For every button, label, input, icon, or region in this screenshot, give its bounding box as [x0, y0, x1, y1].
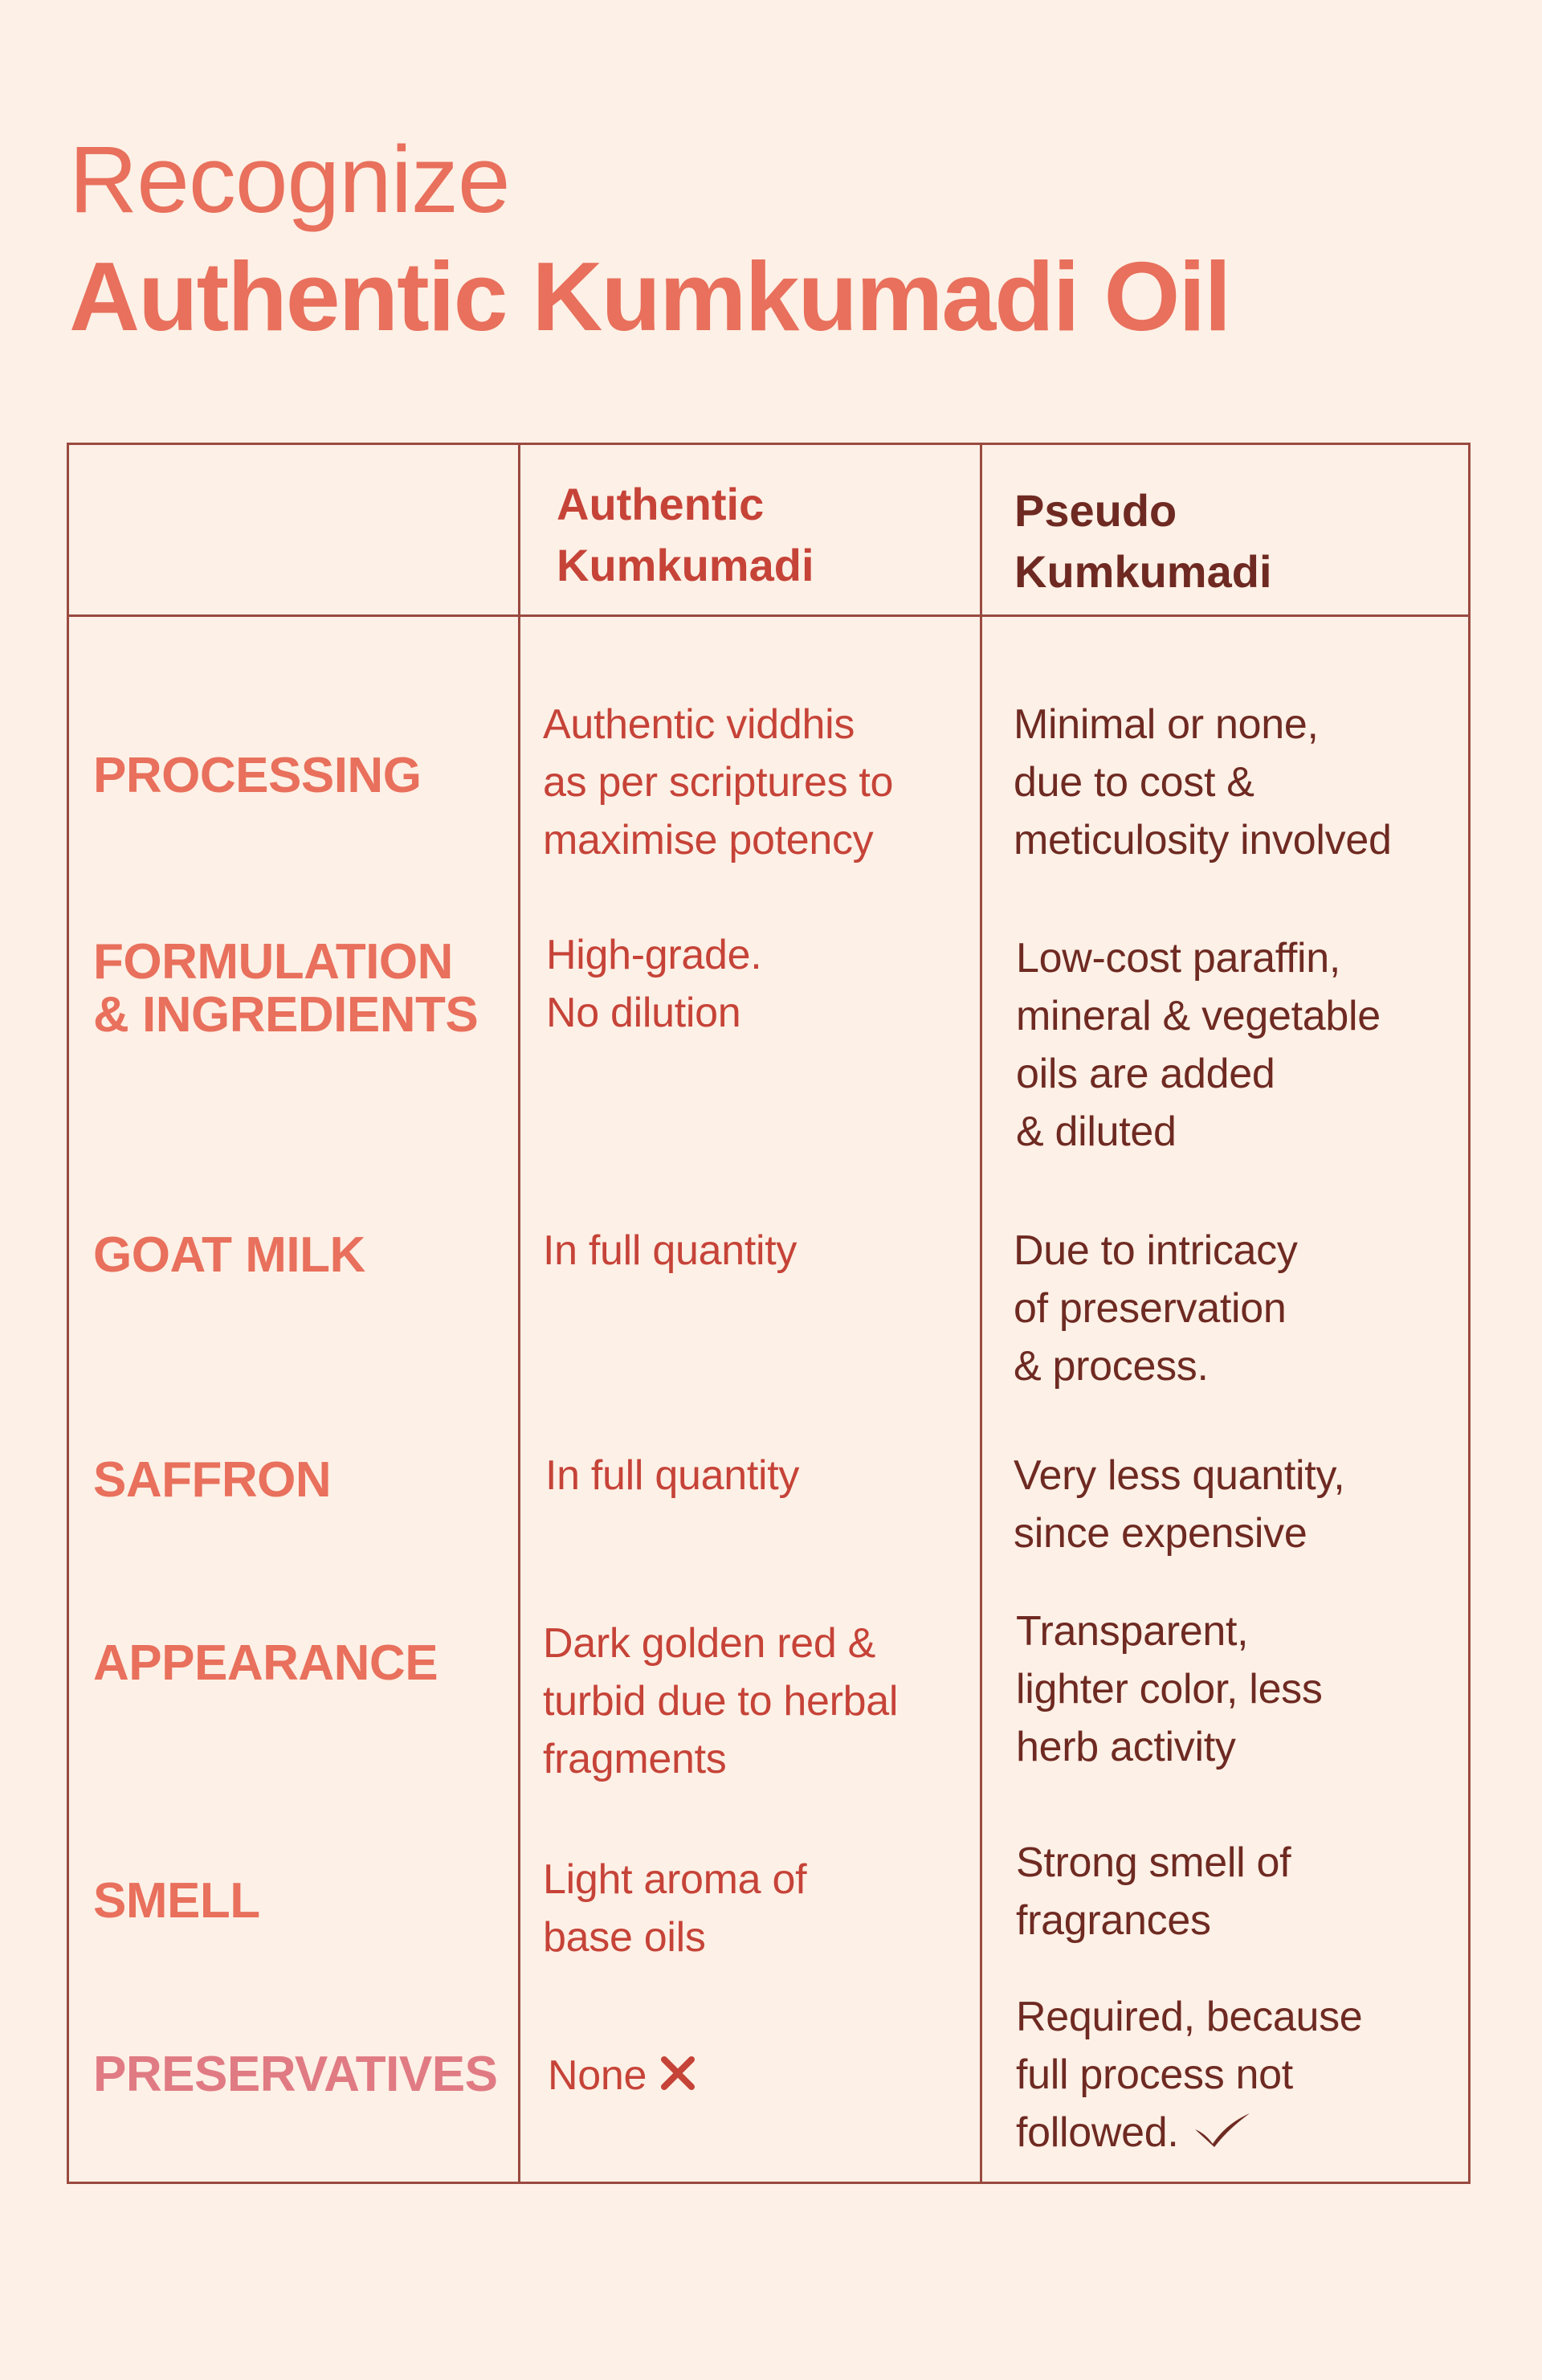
label-text: SAFFRON [93, 1452, 332, 1508]
row-label-preservatives [93, 2048, 497, 2101]
column-header-pseudo [1014, 480, 1272, 602]
cell-text: mineral & vegetable [1016, 993, 1381, 1039]
cell-authentic-smell [543, 1851, 806, 1966]
cell-text: Strong smell of [1016, 1839, 1291, 1886]
header-divider [67, 614, 1471, 617]
label-text: APPEARANCE [93, 1635, 439, 1691]
cell-text: maximise potency [543, 817, 874, 863]
cell-authentic-processing [543, 696, 893, 869]
cell-text: as per scriptures to [543, 759, 894, 806]
header-text: Pseudo [1014, 485, 1177, 536]
cell-authentic-goat-milk [543, 1222, 797, 1280]
label-text: GOAT MILK [93, 1227, 365, 1283]
row-label-appearance [93, 1637, 438, 1690]
label-text: SMELL [93, 1873, 260, 1929]
row-label-saffron [93, 1454, 331, 1507]
column-divider-2 [980, 443, 982, 2184]
label-text: PRESERVATIVES [93, 2047, 498, 2102]
cell-text: Very less quantity, [1014, 1452, 1345, 1499]
header-text: Kumkumadi [557, 540, 814, 590]
cell-text: Light aroma of [543, 1856, 807, 1903]
cell-text: oils are added [1016, 1051, 1275, 1097]
column-divider-1 [518, 443, 520, 2184]
row-label-processing [93, 749, 421, 802]
cell-text: turbid due to herbal [543, 1678, 899, 1725]
cell-text: since expensive [1014, 1510, 1307, 1557]
cell-pseudo-preservatives [1016, 1988, 1362, 2164]
cell-text: & process. [1014, 1343, 1209, 1390]
row-label-formulation [93, 936, 478, 1042]
cell-text: None [548, 2052, 647, 2099]
cell-text: Transparent, [1016, 1608, 1249, 1655]
label-text: FORMULATION [93, 934, 453, 990]
cell-authentic-appearance [543, 1615, 898, 1788]
row-label-smell [93, 1875, 260, 1928]
cell-text: followed. [1016, 2109, 1179, 2156]
label-text: PROCESSING [93, 748, 422, 803]
cell-text: Low-cost paraffin, [1016, 935, 1341, 982]
cell-text: base oils [543, 1914, 706, 1961]
cell-text: lighter color, less [1016, 1666, 1323, 1713]
cell-text: herb activity [1016, 1724, 1236, 1770]
cell-pseudo-goat-milk [1014, 1222, 1298, 1395]
cell-text: In full quantity [545, 1452, 800, 1499]
cell-text: In full quantity [543, 1227, 798, 1274]
cell-pseudo-smell [1016, 1834, 1291, 1949]
cross-icon [659, 2049, 696, 2107]
cell-text: No dilution [546, 990, 741, 1036]
header-text: Authentic [557, 479, 765, 529]
cell-pseudo-saffron [1014, 1447, 1344, 1562]
cell-text: due to cost & [1014, 759, 1254, 806]
cell-pseudo-formulation [1016, 929, 1381, 1161]
cell-line [548, 2047, 696, 2107]
cell-text: High-grade. [546, 932, 762, 978]
cell-text: & diluted [1016, 1108, 1177, 1155]
row-label-goat-milk [93, 1229, 365, 1282]
checkmark-icon [1192, 2106, 1253, 2164]
cell-text: Required, because [1016, 1994, 1363, 2040]
cell-text: fragrances [1016, 1897, 1211, 1944]
column-header-authentic [557, 474, 814, 596]
cell-text: full process not [1016, 2051, 1293, 2098]
cell-text: Dark golden red & [543, 1620, 876, 1667]
cell-text: Minimal or none, [1014, 701, 1319, 748]
cell-pseudo-processing [1014, 696, 1392, 869]
cell-text: Authentic viddhis [543, 701, 855, 748]
cell-authentic-saffron [545, 1447, 799, 1504]
label-text: & INGREDIENTS [93, 987, 479, 1043]
cell-text: of preservation [1014, 1285, 1287, 1332]
cell-text: fragments [543, 1736, 727, 1782]
cell-authentic-formulation [546, 926, 761, 1042]
cell-text: meticulosity involved [1014, 817, 1392, 863]
header-text: Kumkumadi [1014, 546, 1272, 597]
cell-text: Due to intricacy [1014, 1227, 1298, 1274]
cell-authentic-preservatives [548, 2047, 696, 2107]
cell-pseudo-appearance [1016, 1602, 1323, 1776]
title-authentic-kumkumadi-oil: Authentic Kumkumadi Oil [69, 242, 1230, 351]
cell-line [1016, 2104, 1362, 2164]
title-recognize: Recognize [69, 127, 510, 233]
